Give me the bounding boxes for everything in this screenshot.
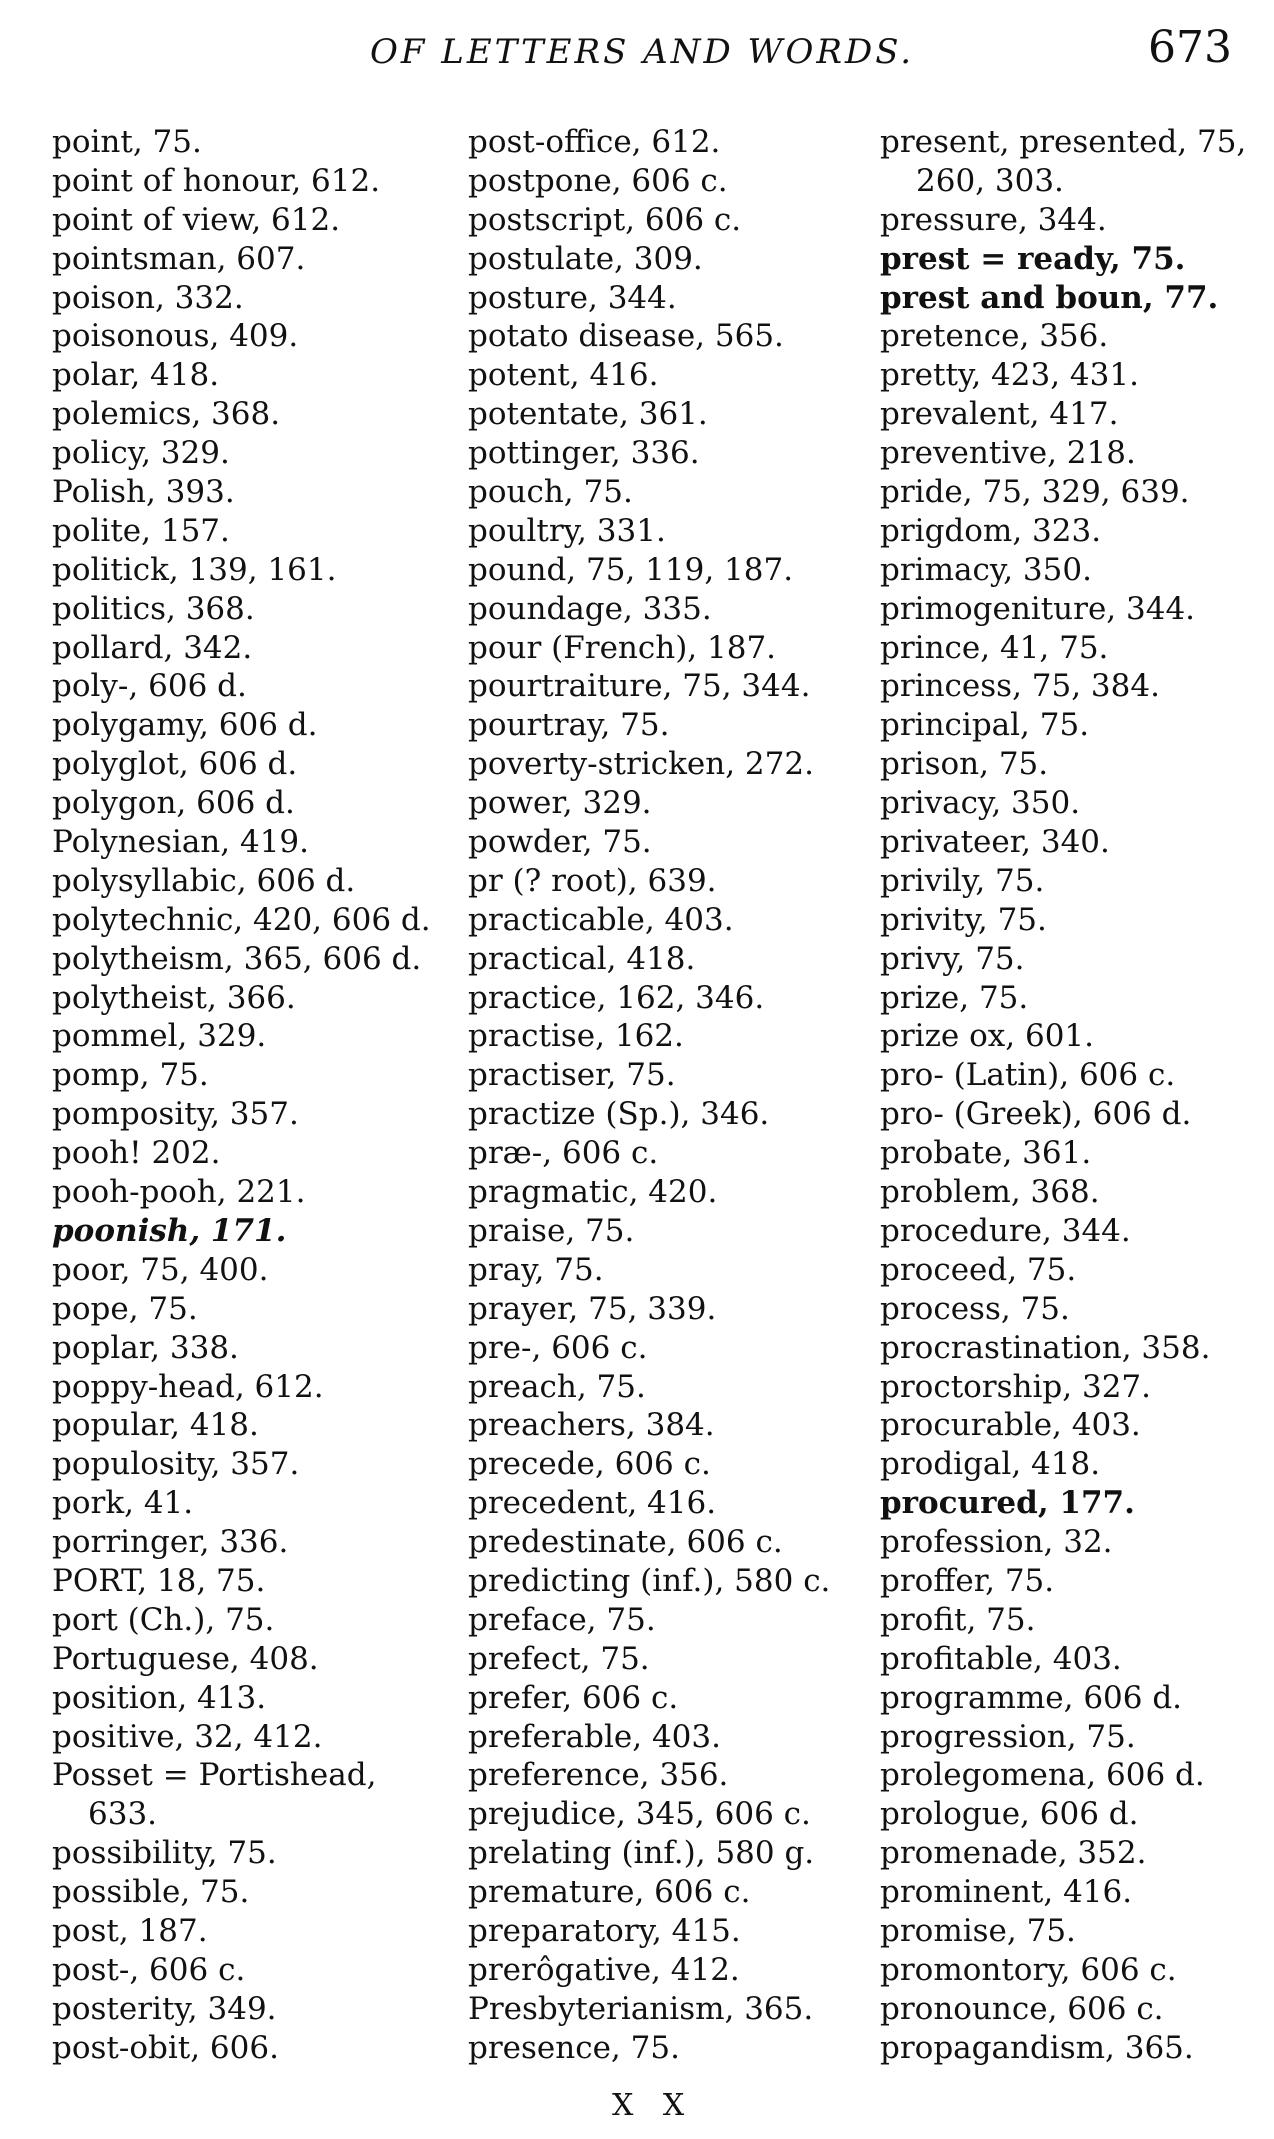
index-entry: possible, 75. xyxy=(52,1874,250,1911)
index-entry: positive, 32, 412. xyxy=(52,1718,323,1755)
index-entry: post, 187. xyxy=(52,1912,208,1949)
index-entry: procured, 177. xyxy=(880,1485,1135,1522)
index-entry: powder, 75. xyxy=(468,824,652,861)
index-entry: Portuguese, 408. xyxy=(52,1640,319,1677)
index-entry: 260, 303. xyxy=(916,162,1064,199)
index-entry: prefer, 606 c. xyxy=(468,1679,679,1716)
index-entry: practice, 162, 346. xyxy=(468,979,765,1016)
index-entry: postscript, 606 c. xyxy=(468,201,742,238)
index-entry: pouch, 75. xyxy=(468,474,633,511)
index-entry: practiser, 75. xyxy=(468,1057,676,1094)
index-entry: Polish, 393. xyxy=(52,474,235,511)
index-entry: point, 75. xyxy=(52,124,202,160)
index-entry: pope, 75. xyxy=(52,1290,198,1327)
index-entry: pourtray, 75. xyxy=(468,707,670,744)
index-entry: pride, 75, 329, 639. xyxy=(880,474,1190,511)
index-entry: promenade, 352. xyxy=(880,1835,1147,1872)
index-entry: pooh! 202. xyxy=(52,1135,221,1172)
index-entry: porringer, 336. xyxy=(52,1524,289,1561)
index-entry: preventive, 218. xyxy=(880,435,1136,472)
index-entry: postulate, 309. xyxy=(468,240,703,277)
index-entry: preachers, 384. xyxy=(468,1407,715,1444)
index-entry: problem, 368. xyxy=(880,1174,1100,1211)
index-entry: principal, 75. xyxy=(880,707,1090,744)
index-entry: predicting (inf.), 580 c. xyxy=(468,1562,831,1599)
index-entry: pray, 75. xyxy=(468,1251,604,1288)
index-entry: prefect, 75. xyxy=(468,1640,650,1677)
index-entry: predestinate, 606 c. xyxy=(468,1524,783,1561)
index-column-3 xyxy=(880,123,1246,2068)
index-entry: preparatory, 415. xyxy=(468,1912,741,1949)
index-entry: prerôgative, 412. xyxy=(468,1951,740,1988)
index-entry: proctorship, 327. xyxy=(880,1368,1151,1405)
page-header xyxy=(0,22,1274,82)
index-entry: privateer, 340. xyxy=(880,824,1110,861)
index-entry: polygamy, 606 d. xyxy=(52,707,318,744)
index-entry: present, presented, 75, xyxy=(880,124,1247,160)
index-entry: prelating (inf.), 580 g. xyxy=(468,1835,815,1872)
index-entry: pretty, 423, 431. xyxy=(880,357,1139,394)
index-entry: proffer, 75. xyxy=(880,1562,1055,1599)
index-entry: practise, 162. xyxy=(468,1018,684,1055)
index-entry: polygon, 606 d. xyxy=(52,785,295,822)
page-number: 673 xyxy=(1148,22,1232,73)
index-entry: pour (French), 187. xyxy=(468,629,777,666)
index-entry: promise, 75. xyxy=(880,1912,1076,1949)
index-entry: pooh-pooh, 221. xyxy=(52,1174,306,1211)
index-entry: polysyllabic, 606 d. xyxy=(52,862,356,899)
index-entry: præ-, 606 c. xyxy=(468,1135,659,1172)
index-entry: port (Ch.), 75. xyxy=(52,1601,275,1638)
index-entry: prayer, 75, 339. xyxy=(468,1290,717,1327)
index-entry: prevalent, 417. xyxy=(880,396,1119,433)
index-entry: polite, 157. xyxy=(52,512,230,549)
index-entry: policy, 329. xyxy=(52,435,230,472)
index-entry: polytheism, 365, 606 d. xyxy=(52,940,422,977)
index-entry: praise, 75. xyxy=(468,1212,635,1249)
index-entry: pre-, 606 c. xyxy=(468,1329,648,1366)
index-entry: procurable, 403. xyxy=(880,1407,1141,1444)
index-entry: postpone, 606 c. xyxy=(468,162,728,199)
index-entry: pomposity, 357. xyxy=(52,1096,299,1133)
index-entry: point of honour, 612. xyxy=(52,162,381,199)
index-entry: pronounce, 606 c. xyxy=(880,1990,1164,2027)
index-entry: politics, 368. xyxy=(52,590,255,627)
index-entry: prejudice, 345, 606 c. xyxy=(468,1796,811,1833)
index-entry: pressure, 344. xyxy=(880,201,1107,238)
index-entry: privy, 75. xyxy=(880,940,1025,977)
index-entry: prize, 75. xyxy=(880,979,1029,1016)
index-entry: poly-, 606 d. xyxy=(52,668,247,705)
index-entry: poonish, 171. xyxy=(52,1212,287,1249)
index-entry: poisonous, 409. xyxy=(52,318,299,355)
index-entry: prize ox, 601. xyxy=(880,1018,1094,1055)
index-entry: programme, 606 d. xyxy=(880,1679,1183,1716)
index-entry: polyglot, 606 d. xyxy=(52,746,298,783)
index-entry: precede, 606 c. xyxy=(468,1446,711,1483)
index-entry: procrastination, 358. xyxy=(880,1329,1211,1366)
index-entry: prolegomena, 606 d. xyxy=(880,1757,1205,1794)
index-entry: premature, 606 c. xyxy=(468,1874,751,1911)
index-entry: polytheist, 366. xyxy=(52,979,296,1016)
index-entry: prologue, 606 d. xyxy=(880,1796,1139,1833)
index-entry: potato disease, 565. xyxy=(468,318,784,355)
index-entry: poverty-stricken, 272. xyxy=(468,746,814,783)
index-entry: preface, 75. xyxy=(468,1601,656,1638)
index-entry: profitable, 403. xyxy=(880,1640,1122,1677)
index-entry: pound, 75, 119, 187. xyxy=(468,551,794,588)
index-entry: progression, 75. xyxy=(880,1718,1136,1755)
signature-mark: X X xyxy=(612,2088,695,2123)
index-entry: poison, 332. xyxy=(52,279,244,316)
index-entry: point of view, 612. xyxy=(52,201,341,238)
index-entry: Polynesian, 419. xyxy=(52,824,310,861)
index-entry: prodigal, 418. xyxy=(880,1446,1101,1483)
index-entry: propagandism, 365. xyxy=(880,2029,1194,2066)
index-entry: post-office, 612. xyxy=(468,124,721,160)
index-entry: princess, 75, 384. xyxy=(880,668,1160,705)
index-entry: pr (? root), 639. xyxy=(468,862,717,899)
index-entry: possibility, 75. xyxy=(52,1835,277,1872)
index-entry: probate, 361. xyxy=(880,1135,1092,1172)
index-entry: privily, 75. xyxy=(880,862,1045,899)
index-entry: popular, 418. xyxy=(52,1407,259,1444)
index-entry: process, 75. xyxy=(880,1290,1070,1327)
index-entry: 633. xyxy=(88,1796,158,1833)
index-entry: prison, 75. xyxy=(880,746,1049,783)
index-column-1 xyxy=(52,123,431,2068)
index-entry: prince, 41, 75. xyxy=(880,629,1109,666)
index-entry: pommel, 329. xyxy=(52,1018,267,1055)
index-entry: practize (Sp.), 346. xyxy=(468,1096,770,1133)
index-entry: posture, 344. xyxy=(468,279,677,316)
index-entry: promontory, 606 c. xyxy=(880,1951,1177,1988)
index-entry: prest and boun, 77. xyxy=(880,279,1219,316)
index-entry: poppy-head, 612. xyxy=(52,1368,324,1405)
index-entry: privacy, 350. xyxy=(880,785,1081,822)
index-entry: pollard, 342. xyxy=(52,629,253,666)
index-entry: poundage, 335. xyxy=(468,590,712,627)
index-entry: populosity, 357. xyxy=(52,1446,300,1483)
index-entry: posterity, 349. xyxy=(52,1990,277,2027)
index-entry: pork, 41. xyxy=(52,1485,194,1522)
index-entry: preach, 75. xyxy=(468,1368,646,1405)
index-entry: polar, 418. xyxy=(52,357,220,394)
index-entry: poultry, 331. xyxy=(468,512,666,549)
index-entry: PORT, 18, 75. xyxy=(52,1562,266,1599)
index-entry: primacy, 350. xyxy=(880,551,1092,588)
index-entry: pro- (Greek), 606 d. xyxy=(880,1096,1192,1133)
index-entry: poplar, 338. xyxy=(52,1329,239,1366)
index-entry: prigdom, 323. xyxy=(880,512,1102,549)
index-entry: primogeniture, 344. xyxy=(880,590,1196,627)
index-entry: privity, 75. xyxy=(880,901,1047,938)
index-entry: polemics, 368. xyxy=(52,396,281,433)
index-entry: position, 413. xyxy=(52,1679,267,1716)
index-entry: preferable, 403. xyxy=(468,1718,721,1755)
running-title: OF LETTERS AND WORDS. xyxy=(370,32,915,72)
index-entry: practicable, 403. xyxy=(468,901,734,938)
index-entry: pointsman, 607. xyxy=(52,240,306,277)
index-entry: Presbyterianism, 365. xyxy=(468,1990,814,2027)
index-entry: post-obit, 606. xyxy=(52,2029,279,2066)
index-entry: politick, 139, 161. xyxy=(52,551,337,588)
index-entry: pottinger, 336. xyxy=(468,435,700,472)
index-entry: profession, 32. xyxy=(880,1524,1113,1561)
index-entry: poor, 75, 400. xyxy=(52,1251,269,1288)
index-entry: precedent, 416. xyxy=(468,1485,717,1522)
index-entry: profit, 75. xyxy=(880,1601,1036,1638)
index-entry: practical, 418. xyxy=(468,940,696,977)
index-entry: polytechnic, 420, 606 d. xyxy=(52,901,431,938)
index-entry: pomp, 75. xyxy=(52,1057,209,1094)
index-entry: pragmatic, 420. xyxy=(468,1174,718,1211)
index-entry: potentate, 361. xyxy=(468,396,708,433)
index-entry: potent, 416. xyxy=(468,357,659,394)
index-entry: procedure, 344. xyxy=(880,1212,1131,1249)
index-entry: pretence, 356. xyxy=(880,318,1109,355)
index-entry: pourtraiture, 75, 344. xyxy=(468,668,811,705)
index-entry: pro- (Latin), 606 c. xyxy=(880,1057,1176,1094)
index-entry: Posset = Portishead, xyxy=(52,1757,377,1794)
index-entry: proceed, 75. xyxy=(880,1251,1077,1288)
index-entry: power, 329. xyxy=(468,785,652,822)
index-column-2 xyxy=(468,123,830,2068)
index-entry: prominent, 416. xyxy=(880,1874,1133,1911)
index-entry: prest = ready, 75. xyxy=(880,240,1186,277)
index-entry: presence, 75. xyxy=(468,2029,680,2066)
index-entry: post-, 606 c. xyxy=(52,1951,246,1988)
index-entry: preference, 356. xyxy=(468,1757,729,1794)
